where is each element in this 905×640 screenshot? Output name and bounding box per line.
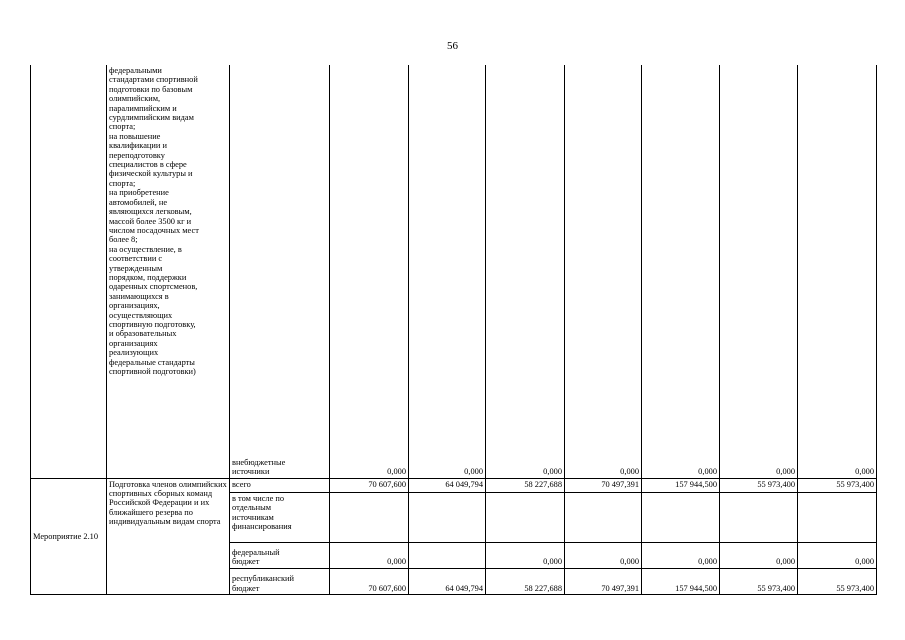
source-cell: республиканский бюджет [230,568,330,594]
value-cell: 55 973,400 [720,568,798,594]
value-cell: 0,000 [720,65,798,478]
value-cell: 157 944,500 [642,478,720,492]
value-cell [565,492,642,542]
value-cell: 0,000 [486,542,565,568]
source-cell: федеральный бюджет [230,542,330,568]
value-cell: 0,000 [642,65,720,478]
value-cell: 70 497,391 [565,568,642,594]
value-cell: 58 227,688 [486,568,565,594]
page-number: 56 [447,40,458,52]
source-cell: в том числе по отдельным источникам финансирования [230,492,330,542]
value-cell: 0,000 [565,542,642,568]
continued-description: федеральными стандартами спортивной подготовки по базовым олимпийским, паралимпийским и сурдлимпийским видам спорта; на повышение квалификации и переподготовку специалистов в сфере физической культуры и спорта; на приобретение автомобилей, не являющихся легковым, массой более 3500 кг и числом посадочных мест более 8; на осуществление, в соответствии с утвержденным порядком, поддержки одаренных спортсменов, занимающихся в организациях, осуществляющих спортивную подготовку, и образовательных организациях реализующих федеральные стандарты спортивной подготовки) [107,65,230,478]
value-cell: 0,000 [330,542,409,568]
budget-table [30,65,877,595]
continued-source: внебюджетные источники [230,65,330,478]
measure-title: Мероприятие 2.10 [31,478,107,594]
value-cell: 0,000 [798,65,877,478]
value-cell: 0,000 [409,65,486,478]
value-cell: 70 497,391 [565,478,642,492]
source-cell: всего [230,478,330,492]
value-cell [409,542,486,568]
value-cell: 0,000 [565,65,642,478]
value-cell: 64 049,794 [409,568,486,594]
value-cell: 55 973,400 [798,568,877,594]
value-cell: 157 944,500 [642,568,720,594]
value-cell: 58 227,688 [486,478,565,492]
value-cell: 64 049,794 [409,478,486,492]
value-cell [798,492,877,542]
value-cell [409,492,486,542]
measure-row-total [31,478,877,492]
value-cell: 0,000 [720,542,798,568]
value-cell: 55 973,400 [798,478,877,492]
continued-title-cell [31,65,107,478]
value-cell: 70 607,600 [330,568,409,594]
value-cell: 0,000 [798,542,877,568]
value-cell [330,492,409,542]
value-cell: 0,000 [642,542,720,568]
value-cell: 0,000 [486,65,565,478]
measure-name: Подготовка членов олимпийских спортивных сборных команд Российской Федерации и их ближайшего резерва по индивидуальным видам спорта [107,478,230,594]
value-cell [486,492,565,542]
value-cell: 0,000 [330,65,409,478]
value-cell: 55 973,400 [720,478,798,492]
value-cell [642,492,720,542]
value-cell: 70 607,600 [330,478,409,492]
value-cell [720,492,798,542]
continued-row [31,65,877,478]
